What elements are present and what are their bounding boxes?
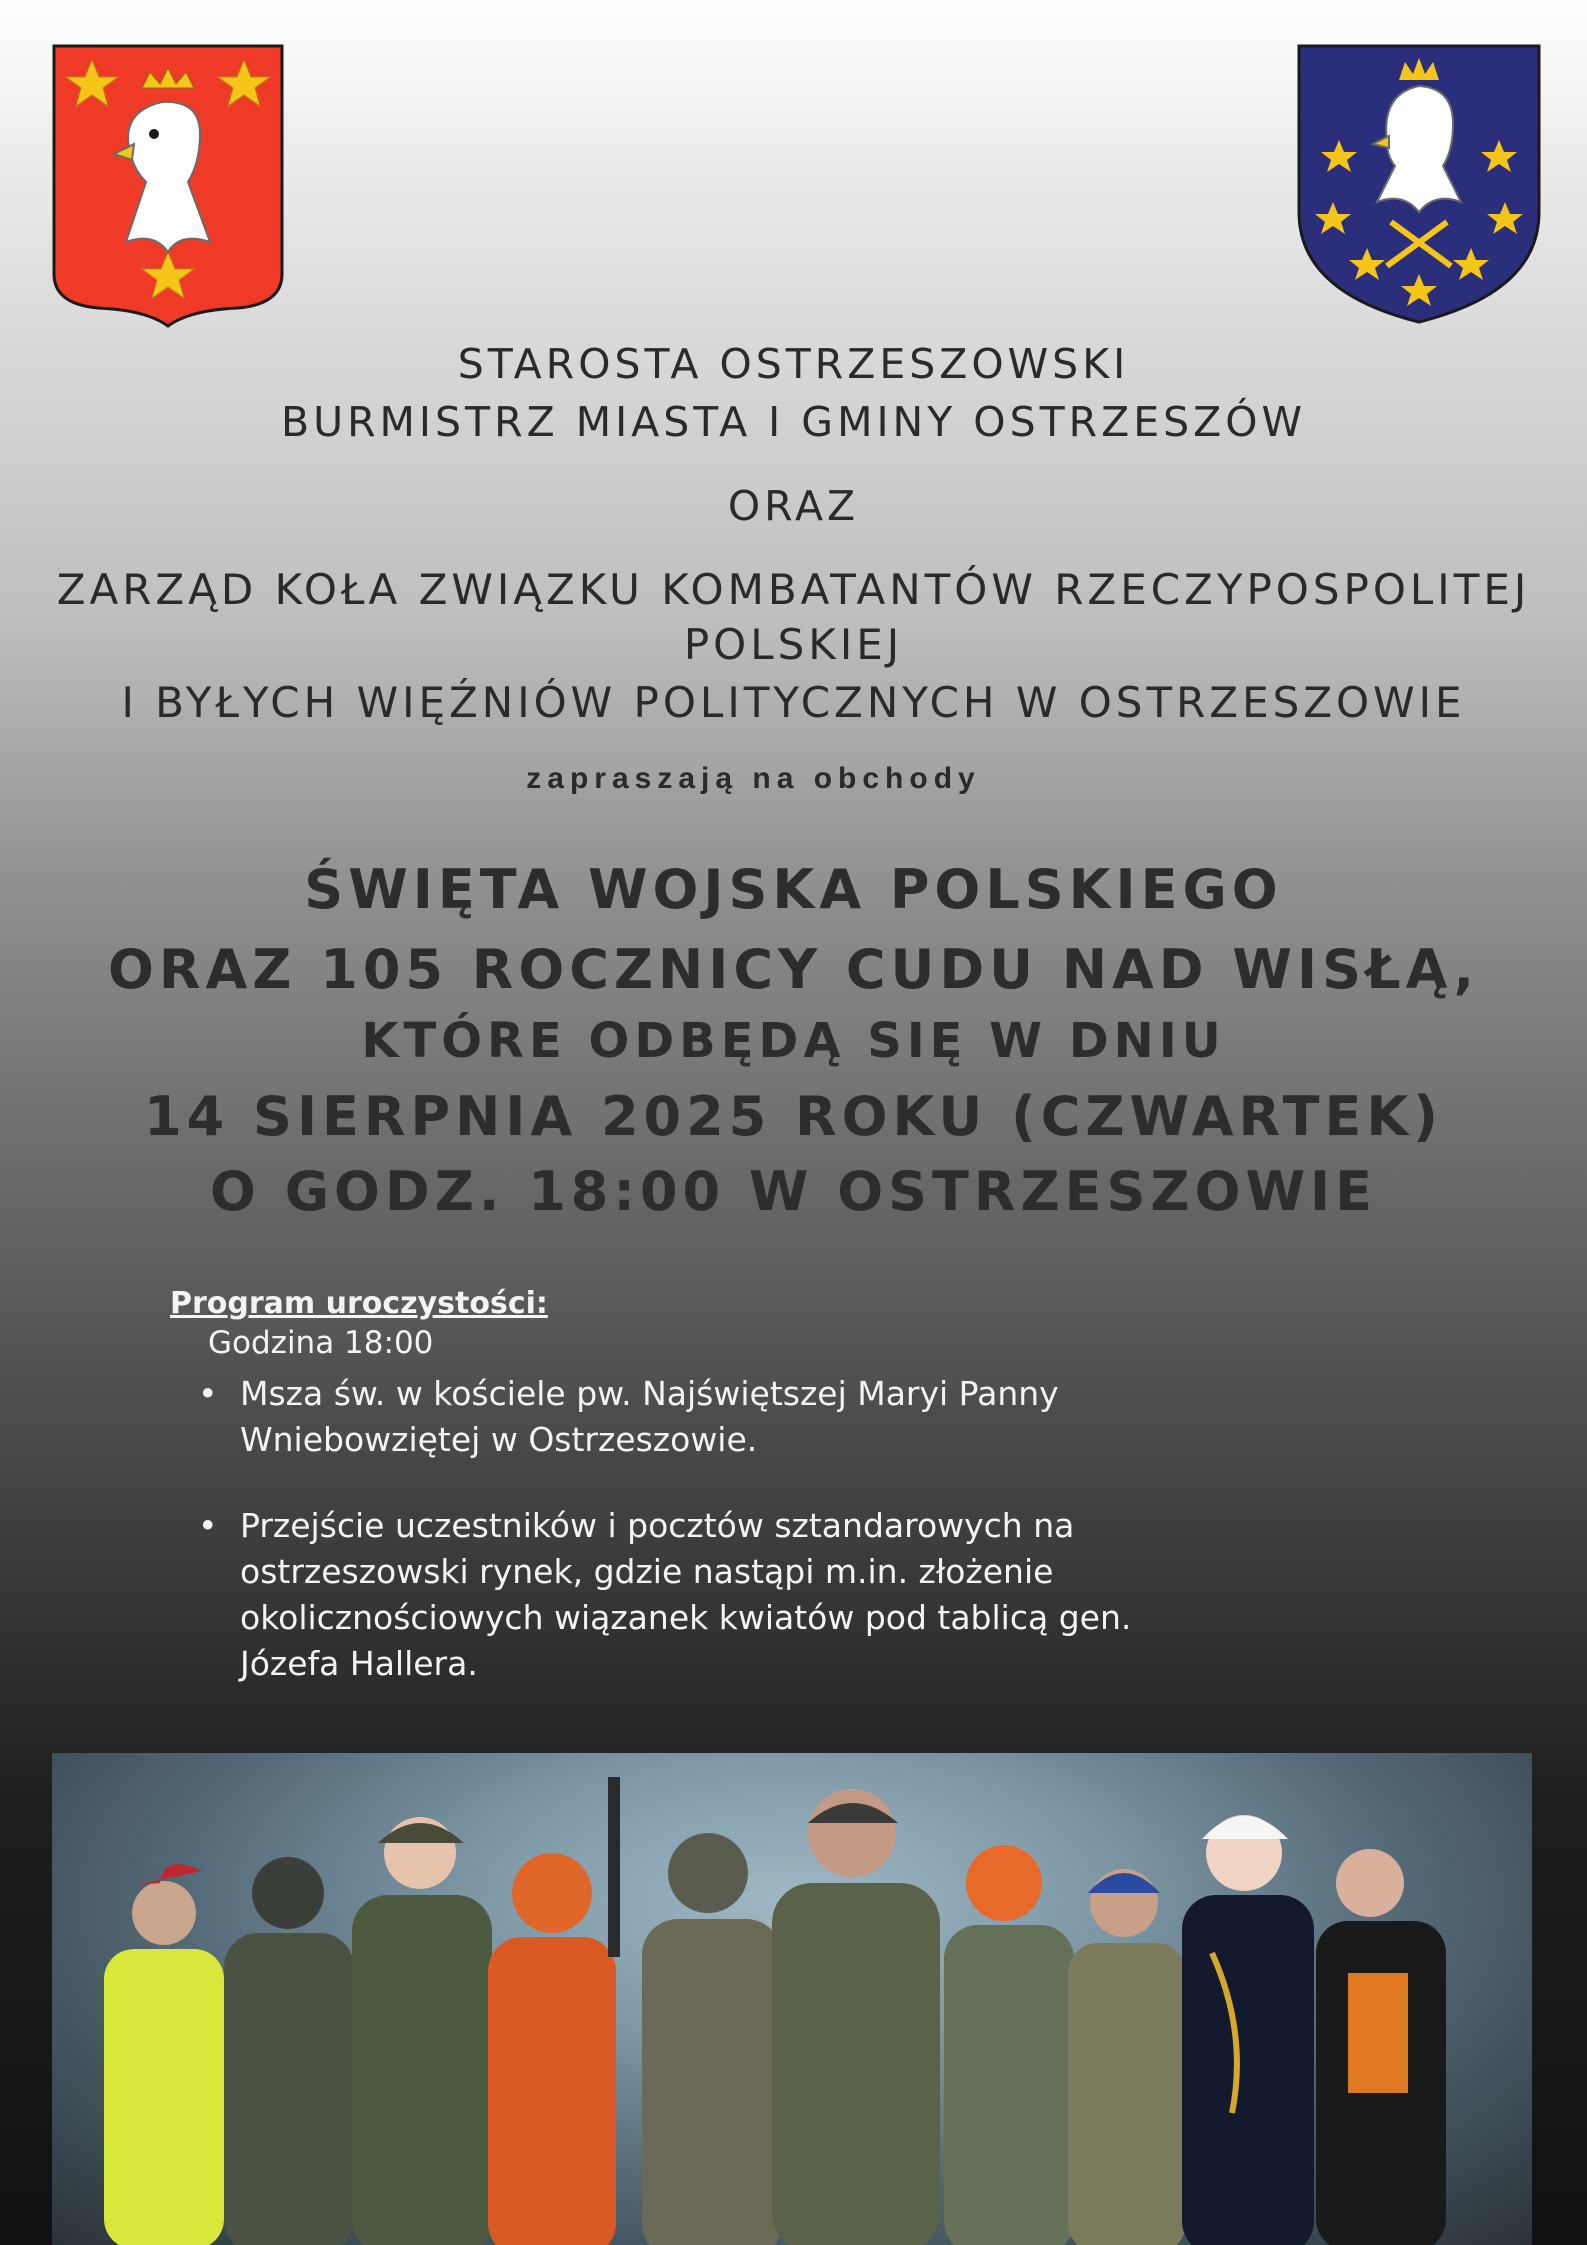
program-title: Program uroczystości: <box>170 1286 548 1321</box>
left-coat-of-arms-icon <box>50 42 286 328</box>
event-title-line2: ORAZ 105 ROCZNICY CUDU NAD WISŁĄ, <box>108 938 1479 1001</box>
organizer-line-zarzad-3: I BYŁYCH WIĘŹNIÓW POLITYCZNYCH W OSTRZESZOWIE <box>121 678 1466 727</box>
program-item-line: Msza św. w kościele pw. Najświętszej Maryi Panny <box>240 1374 1059 1413</box>
program-item-line: okolicznościowych wiązanek kwiatów pod tablicą gen. <box>240 1598 1132 1637</box>
conjunction-text: ORAZ <box>727 482 860 530</box>
invitation-text: zapraszają na obchody <box>526 762 981 795</box>
program-item-line: Przejście uczestników i pocztów sztandarowych na <box>240 1506 1075 1545</box>
event-title-line1: ŚWIĘTA WOJSKA POLSKIEGO <box>304 858 1283 921</box>
organizer-line-starosta: STAROSTA OSTRZESZOWSKI <box>457 340 1130 388</box>
event-time-place: O GODZ. 18:00 W OSTRZESZOWIE <box>209 1160 1378 1223</box>
event-title-line3: KTÓRE ODBĘDĄ SIĘ W DNIU <box>361 1013 1226 1069</box>
soldiers-silhouettes-icon <box>52 1753 1532 2245</box>
program-item-line: Wniebowziętej w Ostrzeszowie. <box>240 1420 758 1459</box>
event-date: 14 SIERPNIA 2025 ROKU (CZWARTEK) <box>144 1085 1443 1148</box>
organizer-line-burmistrz: BURMISTRZ MIASTA I GMINY OSTRZESZÓW <box>280 398 1307 446</box>
program-time: Godzina 18:00 <box>208 1325 434 1361</box>
bullet-icon: • <box>198 1506 218 1545</box>
program-item-line: Józefa Hallera. <box>240 1644 478 1683</box>
soldiers-photo <box>52 1753 1532 2245</box>
organizer-line-zarzad-1: ZARZĄD KOŁA ZWIĄZKU KOMBATANTÓW RZECZYPOSPOLITEJ <box>56 565 1531 614</box>
program-item <box>198 1503 1220 1687</box>
program-item <box>198 1371 1220 1463</box>
program-section <box>170 1286 1170 1687</box>
organizer-line-zarzad-2: POLSKIEJ <box>683 620 904 669</box>
right-coat-of-arms-icon <box>1295 42 1543 324</box>
program-item-line: ostrzeszowski rynek, gdzie nastąpi m.in. złożenie <box>240 1552 1054 1591</box>
bullet-icon: • <box>198 1374 218 1413</box>
